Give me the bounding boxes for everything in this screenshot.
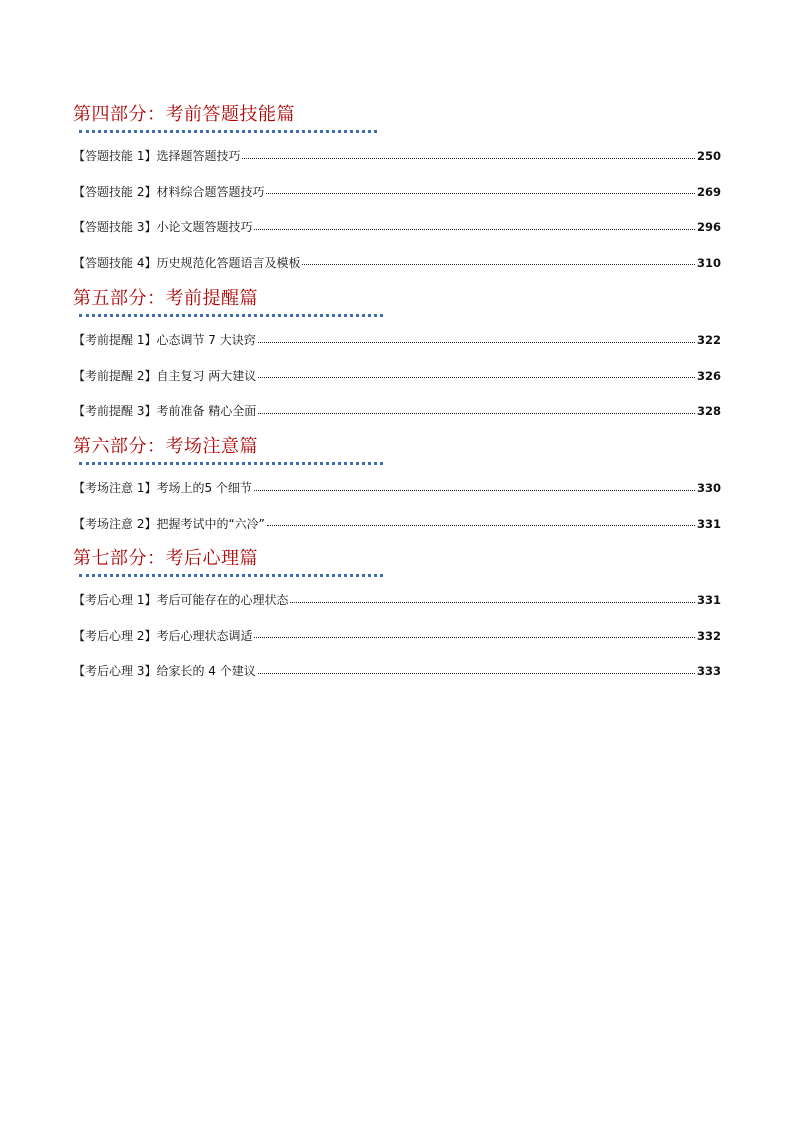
toc-entry-label: 【答题技能 4】历史规范化答题语言及模板 (73, 255, 301, 270)
dot-leader (254, 229, 695, 230)
dot-leader (254, 637, 695, 638)
toc-section-7 (73, 546, 721, 690)
toc-entry[interactable] (73, 583, 721, 619)
dot-leader (258, 342, 695, 343)
toc-entry-page: 333 (696, 664, 721, 678)
toc-entry-page: 331 (696, 516, 721, 531)
dot-leader (267, 525, 695, 526)
toc-entry-label: 【答题技能 2】材料综合题答题技巧 (73, 184, 265, 199)
dot-leader (302, 264, 695, 265)
toc-entry-label: 【考场注意 1】考场上的5 个细节 (73, 481, 252, 495)
toc-entry-page: 326 (696, 368, 721, 383)
toc-entry-page: 328 (696, 404, 721, 418)
dot-leader (290, 602, 695, 603)
toc-entry[interactable] (73, 139, 721, 175)
toc-entry-page: 250 (696, 149, 721, 163)
toc-entry-page: 322 (696, 333, 721, 347)
dot-leader (254, 490, 695, 491)
toc-entry-label: 【考前提醒 2】自主复习 两大建议 (73, 368, 257, 383)
section-divider (79, 130, 377, 133)
toc-entry-label: 【考场注意 2】把握考试中的“六冷” (73, 516, 265, 531)
section-divider (79, 314, 383, 317)
toc-entry-page: 332 (696, 628, 721, 643)
toc-entry-page: 310 (696, 255, 721, 270)
toc-entry[interactable] (73, 210, 721, 246)
section-divider (79, 462, 383, 465)
dot-leader (266, 193, 695, 194)
toc-entry-page: 296 (696, 220, 721, 234)
dot-leader (258, 413, 695, 414)
toc-entry[interactable] (73, 507, 721, 543)
section-divider (79, 574, 383, 577)
toc-entry-label: 【考前提醒 1】心态调节 7 大诀窍 (73, 333, 256, 347)
toc-entry[interactable] (73, 359, 721, 395)
toc-entry[interactable] (73, 654, 721, 690)
toc-entry-label: 【考前提醒 3】考前准备 精心全面 (73, 404, 257, 418)
toc-entry[interactable] (73, 175, 721, 211)
toc-entry[interactable] (73, 619, 721, 655)
dot-leader (258, 377, 695, 378)
toc-section-6 (73, 434, 721, 542)
toc-entry[interactable] (73, 471, 721, 507)
toc-entry-label: 【答题技能 3】小论文题答题技巧 (73, 220, 253, 234)
toc-entry-page: 269 (696, 184, 721, 199)
toc-entry-label: 【考后心理 1】考后可能存在的心理状态 (73, 593, 289, 607)
toc-entry-label: 【答题技能 1】选择题答题技巧 (73, 149, 241, 163)
toc-section-4 (73, 102, 721, 281)
section-title: 第六部分：考场注意篇 (73, 436, 258, 457)
toc-entry[interactable] (73, 323, 721, 359)
dot-leader (242, 158, 695, 159)
toc-entry-page: 331 (696, 593, 721, 607)
toc-entry[interactable] (73, 394, 721, 430)
dot-leader (258, 673, 695, 674)
toc-entry-page: 330 (696, 481, 721, 495)
section-title: 第五部分：考前提醒篇 (73, 288, 258, 309)
toc-section-5 (73, 286, 721, 430)
toc-entry-label: 【考后心理 3】给家长的 4 个建议 (73, 664, 256, 678)
section-title: 第四部分：考前答题技能篇 (73, 104, 295, 125)
toc-entry-label: 【考后心理 2】考后心理状态调适 (73, 628, 253, 643)
toc-entry[interactable] (73, 246, 721, 282)
section-title: 第七部分：考后心理篇 (73, 548, 258, 569)
